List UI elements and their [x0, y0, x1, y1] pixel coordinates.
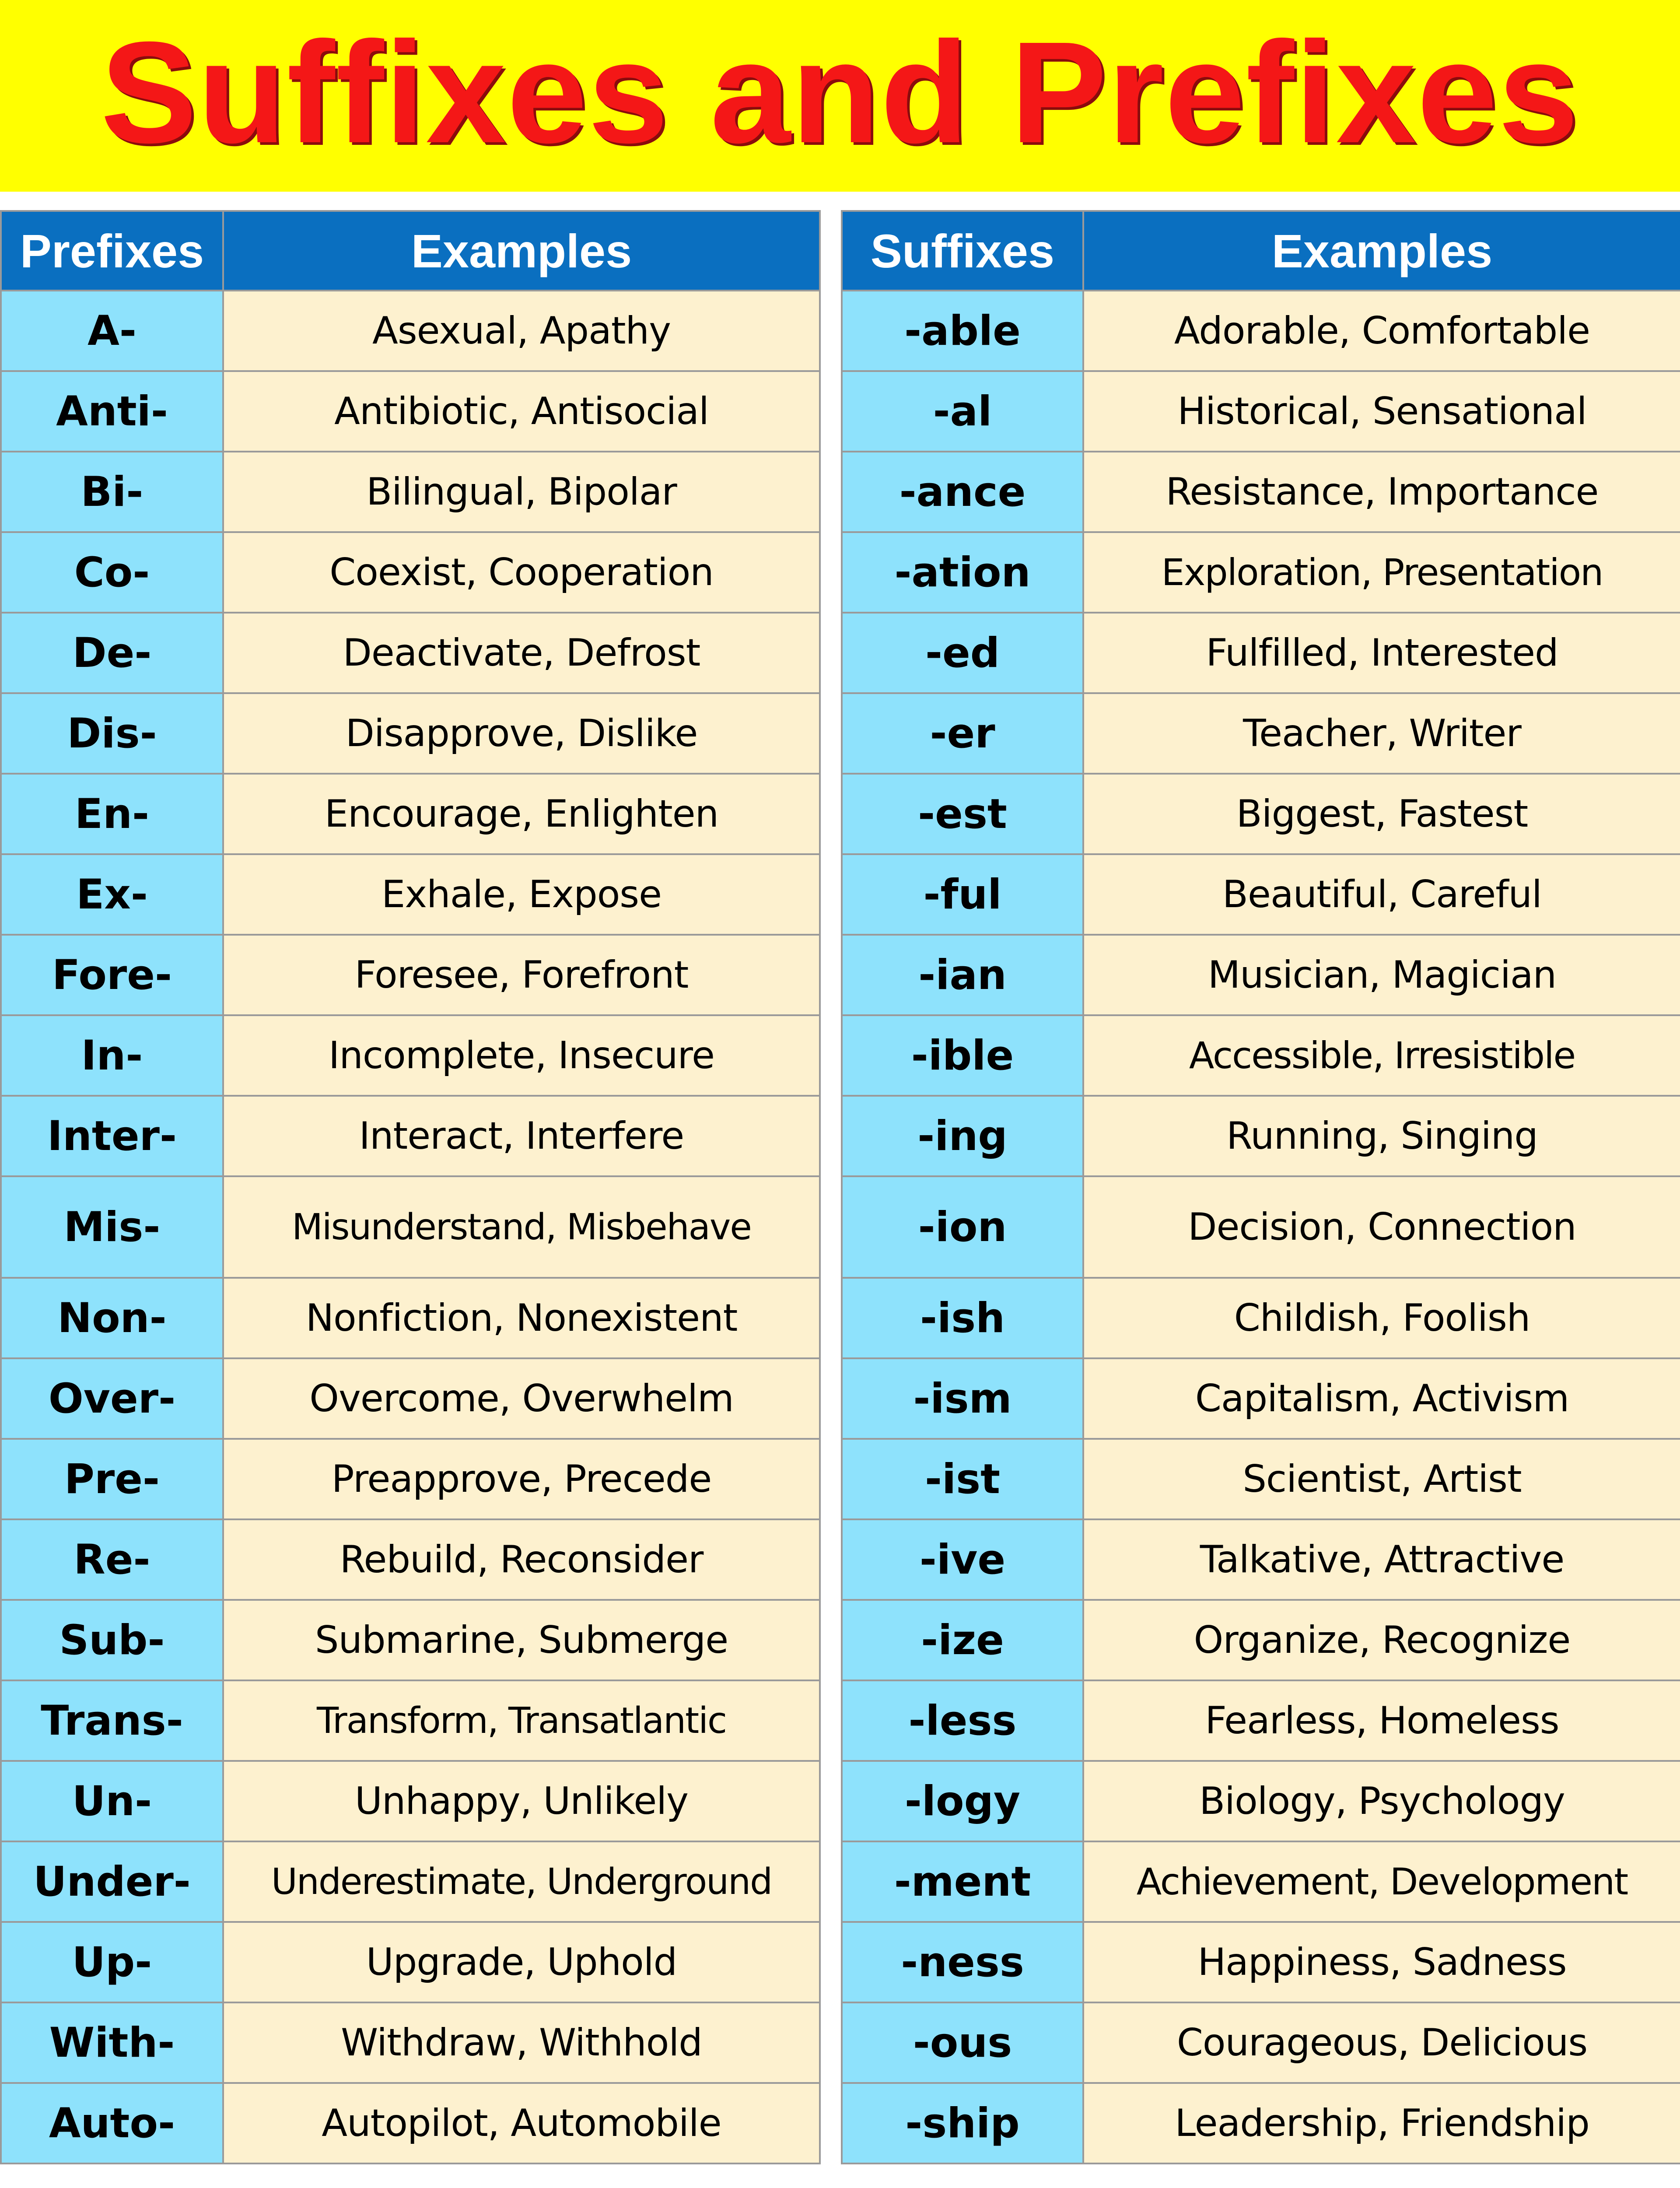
- examples-cell: Asexual, Apathy: [223, 291, 820, 371]
- table-header-row: [1, 211, 820, 291]
- examples-cell: Encourage, Enlighten: [223, 774, 820, 854]
- affix-cell: Re-: [1, 1519, 223, 1600]
- affix-cell: -ize: [842, 1600, 1083, 1680]
- affix-cell: Trans-: [1, 1680, 223, 1761]
- examples-cell: Nonfiction, Nonexistent: [223, 1278, 820, 1358]
- examples-cell: Overcome, Overwhelm: [223, 1358, 820, 1439]
- affix-cell: -ship: [842, 2083, 1083, 2163]
- affix-cell: With-: [1, 2002, 223, 2083]
- table-row: [842, 1439, 1680, 1519]
- table-row: [1, 1761, 820, 1841]
- table-row: [842, 693, 1680, 774]
- affix-cell: Ex-: [1, 854, 223, 935]
- examples-cell: Unhappy, Unlikely: [223, 1761, 820, 1841]
- examples-cell: Achievement, Development: [1083, 1841, 1680, 1922]
- examples-cell: Resistance, Importance: [1083, 452, 1680, 532]
- examples-cell: Capitalism, Activism: [1083, 1358, 1680, 1439]
- affix-cell: -logy: [842, 1761, 1083, 1841]
- affix-cell: Un-: [1, 1761, 223, 1841]
- examples-cell: Teacher, Writer: [1083, 693, 1680, 774]
- examples-cell: Talkative, Attractive: [1083, 1519, 1680, 1600]
- table-row: [1, 2083, 820, 2163]
- affix-cell: De-: [1, 613, 223, 693]
- affix-cell: Inter-: [1, 1096, 223, 1176]
- table-row: [1, 371, 820, 452]
- examples-cell: Interact, Interfere: [223, 1096, 820, 1176]
- affix-cell: -ive: [842, 1519, 1083, 1600]
- examples-cell: Upgrade, Uphold: [223, 1922, 820, 2002]
- table-row: [1, 291, 820, 371]
- affix-cell: -less: [842, 1680, 1083, 1761]
- affix-cell: -ish: [842, 1278, 1083, 1358]
- page-title: Suffixes and Prefixes: [100, 11, 1580, 173]
- affix-cell: A-: [1, 291, 223, 371]
- examples-cell: Disapprove, Dislike: [223, 693, 820, 774]
- column-header-suffixes: Suffixes: [842, 211, 1083, 291]
- examples-cell: Deactivate, Defrost: [223, 613, 820, 693]
- column-header-examples: Examples: [1083, 211, 1680, 291]
- table-row: [842, 1600, 1680, 1680]
- examples-cell: Misunderstand, Misbehave: [223, 1176, 820, 1278]
- table-row: [842, 1519, 1680, 1600]
- table-row: [842, 1680, 1680, 1761]
- table-row: [1, 1841, 820, 1922]
- affix-cell: -ed: [842, 613, 1083, 693]
- affix-cell: -ation: [842, 532, 1083, 613]
- table-row: [1, 1096, 820, 1176]
- affix-cell: -ion: [842, 1176, 1083, 1278]
- examples-cell: Biology, Psychology: [1083, 1761, 1680, 1841]
- examples-cell: Fulfilled, Interested: [1083, 613, 1680, 693]
- examples-cell: Running, Singing: [1083, 1096, 1680, 1176]
- examples-cell: Historical, Sensational: [1083, 371, 1680, 452]
- table-row: [842, 1358, 1680, 1439]
- examples-cell: Exhale, Expose: [223, 854, 820, 935]
- affix-cell: Over-: [1, 1358, 223, 1439]
- examples-cell: Adorable, Comfortable: [1083, 291, 1680, 371]
- examples-cell: Childish, Foolish: [1083, 1278, 1680, 1358]
- affix-cell: Under-: [1, 1841, 223, 1922]
- examples-cell: Scientist, Artist: [1083, 1439, 1680, 1519]
- affix-cell: Anti-: [1, 371, 223, 452]
- table-row: [842, 1096, 1680, 1176]
- table-header-row: [842, 211, 1680, 291]
- table-row: [1, 452, 820, 532]
- examples-cell: Underestimate, Underground: [223, 1841, 820, 1922]
- table-row: [842, 854, 1680, 935]
- table-row: [1, 1519, 820, 1600]
- table-row: [1, 774, 820, 854]
- affix-cell: -ian: [842, 935, 1083, 1015]
- examples-cell: Fearless, Homeless: [1083, 1680, 1680, 1761]
- examples-cell: Accessible, Irresistible: [1083, 1015, 1680, 1096]
- affix-cell: En-: [1, 774, 223, 854]
- table-row: [1, 1680, 820, 1761]
- table-row: [1, 1358, 820, 1439]
- table-row: [1, 854, 820, 935]
- affix-cell: -ist: [842, 1439, 1083, 1519]
- affix-cell: Up-: [1, 1922, 223, 2002]
- table-row: [1, 613, 820, 693]
- examples-cell: Exploration, Presentation: [1083, 532, 1680, 613]
- affix-cell: Non-: [1, 1278, 223, 1358]
- affix-cell: Dis-: [1, 693, 223, 774]
- examples-cell: Courageous, Delicious: [1083, 2002, 1680, 2083]
- table-row: [842, 1922, 1680, 2002]
- table-row: [1, 1922, 820, 2002]
- examples-cell: Coexist, Cooperation: [223, 532, 820, 613]
- prefix-table: [0, 210, 821, 2164]
- suffix-table: [841, 210, 1680, 2164]
- table-row: [842, 2002, 1680, 2083]
- examples-cell: Antibiotic, Antisocial: [223, 371, 820, 452]
- table-row: [842, 1761, 1680, 1841]
- affix-cell: -ous: [842, 2002, 1083, 2083]
- table-row: [1, 1600, 820, 1680]
- table-row: [842, 935, 1680, 1015]
- table-row: [1, 693, 820, 774]
- examples-cell: Autopilot, Automobile: [223, 2083, 820, 2163]
- affix-cell: -est: [842, 774, 1083, 854]
- table-row: [1, 935, 820, 1015]
- examples-cell: Bilingual, Bipolar: [223, 452, 820, 532]
- table-row: [842, 1176, 1680, 1278]
- title-banner: [0, 0, 1680, 192]
- table-row: [1, 1015, 820, 1096]
- affix-cell: -ment: [842, 1841, 1083, 1922]
- affix-cell: Auto-: [1, 2083, 223, 2163]
- affix-cell: -ing: [842, 1096, 1083, 1176]
- affix-cell: In-: [1, 1015, 223, 1096]
- examples-cell: Beautiful, Careful: [1083, 854, 1680, 935]
- table-row: [1, 1176, 820, 1278]
- affix-cell: Co-: [1, 532, 223, 613]
- table-row: [1, 1278, 820, 1358]
- examples-cell: Foresee, Forefront: [223, 935, 820, 1015]
- table-row: [842, 1278, 1680, 1358]
- table-row: [842, 774, 1680, 854]
- table-row: [1, 532, 820, 613]
- table-row: [842, 532, 1680, 613]
- table-row: [842, 2083, 1680, 2163]
- table-row: [842, 452, 1680, 532]
- affix-cell: Mis-: [1, 1176, 223, 1278]
- column-header-prefixes: Prefixes: [1, 211, 223, 291]
- examples-cell: Withdraw, Withhold: [223, 2002, 820, 2083]
- examples-cell: Biggest, Fastest: [1083, 774, 1680, 854]
- affix-cell: Bi-: [1, 452, 223, 532]
- table-row: [842, 371, 1680, 452]
- examples-cell: Rebuild, Reconsider: [223, 1519, 820, 1600]
- table-row: [842, 613, 1680, 693]
- table-row: [842, 1015, 1680, 1096]
- examples-cell: Transform, Transatlantic: [223, 1680, 820, 1761]
- affix-cell: -ness: [842, 1922, 1083, 2002]
- examples-cell: Submarine, Submerge: [223, 1600, 820, 1680]
- examples-cell: Preapprove, Precede: [223, 1439, 820, 1519]
- table-row: [1, 2002, 820, 2083]
- affix-cell: -al: [842, 371, 1083, 452]
- examples-cell: Leadership, Friendship: [1083, 2083, 1680, 2163]
- examples-cell: Musician, Magician: [1083, 935, 1680, 1015]
- table-row: [842, 291, 1680, 371]
- column-header-examples: Examples: [223, 211, 820, 291]
- affix-cell: Fore-: [1, 935, 223, 1015]
- examples-cell: Organize, Recognize: [1083, 1600, 1680, 1680]
- examples-cell: Happiness, Sadness: [1083, 1922, 1680, 2002]
- affix-cell: -ism: [842, 1358, 1083, 1439]
- table-row: [1, 1439, 820, 1519]
- table-row: [842, 1841, 1680, 1922]
- affix-cell: -ance: [842, 452, 1083, 532]
- affix-cell: -able: [842, 291, 1083, 371]
- affix-cell: -ible: [842, 1015, 1083, 1096]
- affix-cell: -ful: [842, 854, 1083, 935]
- examples-cell: Decision, Connection: [1083, 1176, 1680, 1278]
- affix-cell: Sub-: [1, 1600, 223, 1680]
- examples-cell: Incomplete, Insecure: [223, 1015, 820, 1096]
- affix-cell: -er: [842, 693, 1083, 774]
- affix-cell: Pre-: [1, 1439, 223, 1519]
